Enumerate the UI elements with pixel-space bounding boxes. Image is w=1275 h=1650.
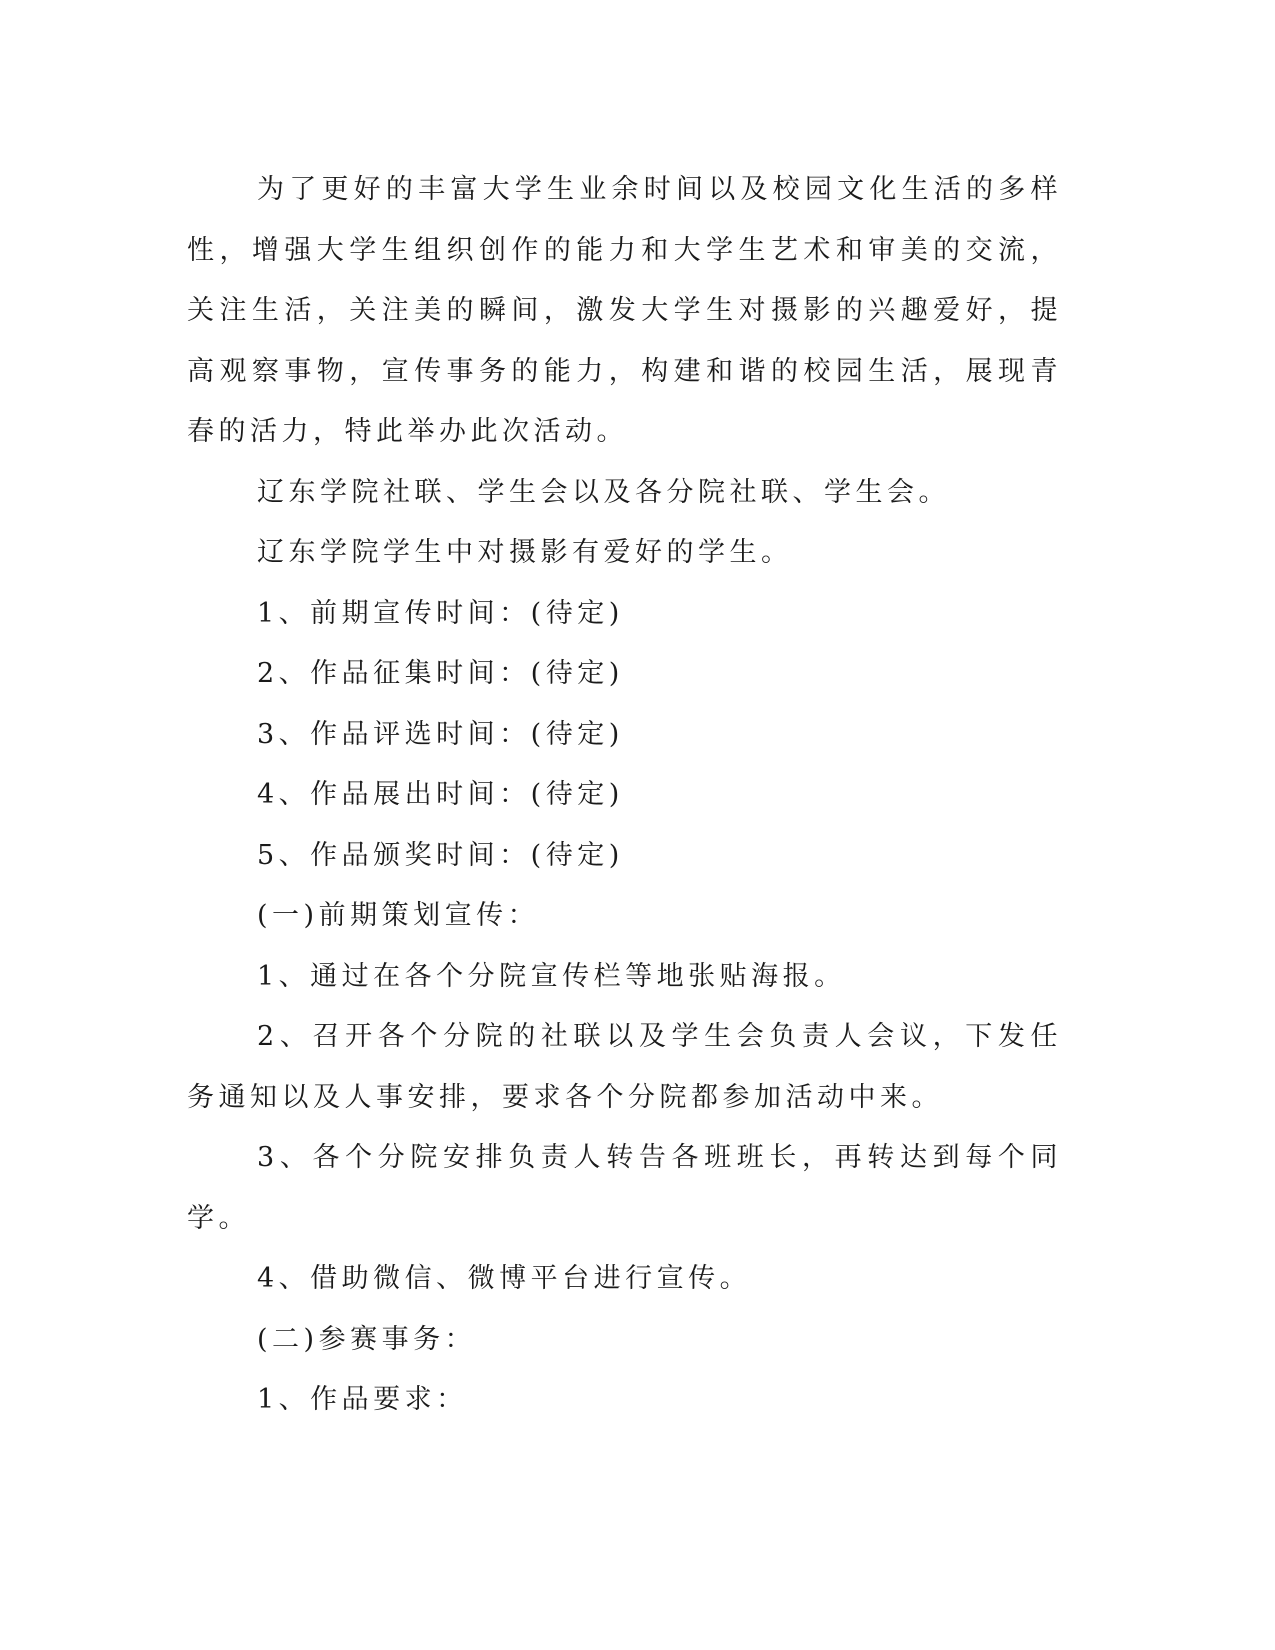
- schedule-item-publicity: 1、前期宣传时间：(待定): [257, 597, 624, 629]
- section-heading-publicity: (一)前期策划宣传：: [257, 900, 540, 931]
- paragraph-organizers: 辽东学院社联、学生会以及各分院社联、学生会。: [257, 476, 950, 508]
- publicity-item-class-leaders: 3、各个分院安排负责人转告各班班长，再转达到每个同学。: [187, 1142, 1062, 1234]
- schedule-item-exhibition: 4、作品展出时间：(待定): [257, 779, 624, 810]
- schedule-item-collection: 2、作品征集时间：(待定): [257, 658, 624, 689]
- entries-item-requirements: 1、作品要求：: [257, 1384, 468, 1415]
- publicity-item-meeting: 2、召开各个分院的社联以及学生会负责人会议，下发任务通知以及人事安排，要求各个分院都参加活动中来。: [187, 1021, 1062, 1113]
- document-body: [187, 160, 1062, 1431]
- publicity-item-social-media: 4、借助微信、微博平台进行宣传。: [257, 1263, 752, 1294]
- publicity-item-posters: 1、通过在各个分院宣传栏等地张贴海报。: [257, 960, 846, 992]
- section-heading-entries: (二)参赛事务：: [257, 1323, 477, 1355]
- paragraph-participants: 辽东学院学生中对摄影有爱好的学生。: [257, 537, 793, 568]
- schedule-item-judging: 3、作品评选时间：(待定): [257, 718, 624, 750]
- schedule-item-awards: 5、作品颁奖时间：(待定): [257, 839, 624, 871]
- paragraph-purpose: 为了更好的丰富大学生业余时间以及校园文化生活的多样性，增强大学生组织创作的能力和大学生艺术和审美的交流，关注生活，关注美的瞬间，激发大学生对摄影的兴趣爱好，提高观察事物，宣传事务的能力，构建和谐的校园生活，展现青春的活力，特此举办此次活动。: [187, 174, 1062, 447]
